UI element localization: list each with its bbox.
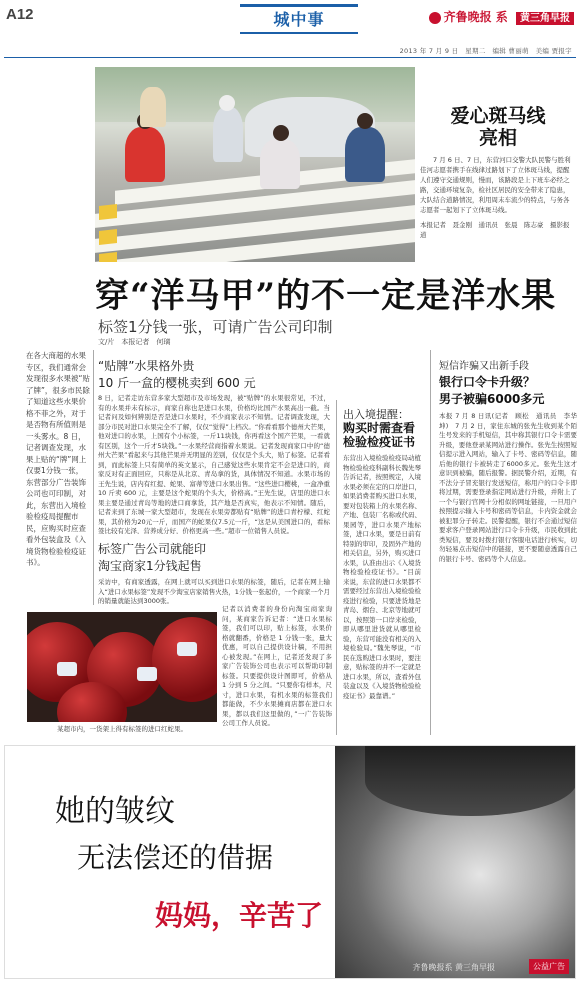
section2-title: 标签广告公司就能印 xyxy=(98,542,207,556)
lead-paragraph: 在各大商超的水果专区，我们通常会发现很多水果被“贴了牌”，很多市民除了知道这些水果价格不菲之外，对于是否物有所值则是一头雾水。8 日，记者调查发现，水果上贴的“牌”网上仅要1分钱一张，东营部分广告装饰公司也可印制，对此，东营出入境检验检疫局提醒市民，应购买时应查看外包装盒及《入境货物检验检疫证书》。 xyxy=(26,351,90,567)
section-title: 城中事 xyxy=(273,10,325,29)
headscarf xyxy=(365,746,576,816)
section2-body-continued: 记者以消费者的身份向淘宝商家询问，某商家告诉记者：“进口水果标签，我们可以印，贴上标签，水果价格就翻番，价格是 1 分钱一张，量大优惠，可以自己提供设计稿，不用担心被发现。”在网上，记者还发现了多家广告装饰公司也表示可以帮助印制标签。只要提供设计图即可，价格从 1 分到 5 分之间。“只要你有样本，尺寸，进口水果，有机水果的标签我们都能做，不少水果摊商店都在进口水果，都以我们这里做的，”一广告装饰公司工作人员说。 xyxy=(222,605,332,727)
main-byline: 文/片 本报记者 何璃 xyxy=(98,338,171,346)
section2-subtitle: 淘宝商家1分钱起售 xyxy=(98,559,202,573)
zebra-crossing-photo xyxy=(95,67,415,262)
section1-title: “贴牌”水果格外贵 xyxy=(98,359,195,373)
page-number: A12 xyxy=(6,6,34,23)
ad-label: 公益广告 xyxy=(529,959,569,974)
main-headline: 穿“洋马甲”的不一定是洋水果 xyxy=(95,276,557,316)
right-story-title: 银行口令卡升级？ xyxy=(439,375,536,389)
mid-story-body: 东营出入境检验检疫局动植物检验检疫科副科长魏先琴告诉记者，按照规定，入境水果必须在定的口岸进口，如果消费者购买进口水果，要对包装箱上的水果名称、产地、包装厂名称或代码、果园等，进口水果产地标签，进口水果，要是日前有特别的审印，及固外产地的相关信息，另外，购买进口水果，认准由出示《入境货物检验检疫证书》。“目前来说，东营的进口水果都不需要经过东营出入境检验检疫进行检验，只要进货地是青岛、烟台、北京等地就可以，按照第一口岸来检验，即从哪里进货就从哪里检验，东营可能没有相关的入境检验局。”魏先琴说，“市民在选购进口水果时，要注意，贴标签的并不一定就是进口水果，所以，查看外包装盒以及《入境货物检验检疫证书》最靠谱。” xyxy=(343,454,421,700)
right-story-kicker: 短信诈骗又出新手段 xyxy=(439,361,529,372)
brand-logo-icon xyxy=(429,12,441,24)
photo-story-title: 爱心斑马线 亮相 xyxy=(450,105,546,149)
main-subhead: 标签1分钱一张，可请广告公司印制 xyxy=(98,318,333,336)
mid-story-title: 购买时需查看 xyxy=(343,421,416,435)
ad-sponsor: 齐鲁晚报系 黄三角早报 xyxy=(412,963,495,972)
column-divider xyxy=(336,400,337,735)
apple-photo xyxy=(27,612,217,722)
mid-story-title-line2: 检验检疫证书 xyxy=(343,435,416,449)
section-banner xyxy=(240,4,358,34)
column-divider xyxy=(93,350,94,605)
public-service-ad xyxy=(4,745,576,979)
brand-box: 黄三角早报 xyxy=(516,12,574,25)
dateline: 2013 年 7 月 9 日 星期二 编辑 曹丽萌 美编 贾报宇 xyxy=(399,47,572,55)
photo-story-credit: 本报记者 聂金刚 通讯员 张晨 陈志豪 摄影报道 xyxy=(420,221,570,239)
mid-story-kicker: 出入境提醒： xyxy=(343,408,409,421)
photo-story-body: 7 月 6 日、7 日，东营河口交警大队民警与胜利佳河志愿者携手在线律过路划下了立体斑马线，提醒人们遵守交通规则，慢而，该路段是上下班车必经之路，交通环境复杂，检社区居民的安全带来了隐患，大队结合道路情况，利用周末车流少的特点，与务各志愿者一起划下了立体斑马线。 xyxy=(420,156,571,214)
right-story-subtitle: 男子被骗6000多元 xyxy=(439,392,545,406)
column-divider xyxy=(430,350,431,735)
newspaper-brand xyxy=(429,8,574,25)
brand-suffix: 系 xyxy=(495,10,508,24)
section1-subtitle: 10 斤一盒的樱桃卖到 600 元 xyxy=(98,376,256,390)
header-rule xyxy=(4,57,576,58)
brand-name: 齐鲁晚报 xyxy=(443,10,492,24)
right-story-body: 本报 7 月 8 日讯(记者 顾松 通讯员 李华坤) 7 月 2 日，家住东城的张先生收到某个陌生号发来的手机短信，其中称其银行口令卡需要升级，要他登录某网站进行操作。张先生按照短信提示进入网站，输入了卡号、密码等信息，随后他的银行卡被转走了6000多元。张先生这才意识到被骗，随后报警。据民警介绍，近期，有不法分子冒充银行发送短信，称用户的口令卡即将过期，需要登录指定网站进行升级，并附上了一个与银行官网十分相似的网址链接，一旦用户按照提示输入卡号和密码等信息，卡内资金就会被犯罪分子转走。民警提醒，银行不会通过短信要求客户登录网站进行口令卡升级，市民收到此类短信，要及时拨打银行客服电话进行核实，切勿轻易点击短信中的链接，更不要随意透露自己的银行卡号、密码等个人信息。 xyxy=(439,412,577,563)
page-header xyxy=(0,0,580,58)
apple-photo-caption: 某超市内，一货架上得有标签的进口红蛇果。 xyxy=(57,725,187,733)
section2-body: 采访中，有商家透露，在网上就可以买到进口水果的标签，随后，记者在网上输入“进口水果标签”发现不少淘宝店家销售火热，1分钱一张起价，一个商家一个月的销量就能达到3000张。 xyxy=(98,578,330,605)
section1-body: 8 日，记者走访东营多家大型超市及市场发现，被“贴牌”的水果很常见，不过，有的水果并未有标示，商家自称也是进口水果，价格均比国产水果高出一截。当记者问及如何辨别是否是进口水果时，不少商家表示不知情。记者调查发现，大部分市民对进口水果完全不了解，仅仅“觉得”上档次。“你看看那个德州大芒果，他对进口的水果，上国有个小标签，一斤11块钱，你再看这个国产芒果，一看就有区别，这个一斤才5块钱。”一水果经营商指着水果说。记者发现商家口中的“德州大芒果”看起来与其他芒果并无明显的差别，仅仅是个头大，贴了标签。记者看到，而此标签上只有简单的英文显示，自己感觉这些水果肯定不会是进口的，商家反对有正面回应，只称是从北京、青岛拿的货，具体情况不知道。水果市场的王先生说，店内有红提、蛇果、富蒂等进口水果出售。“这些进口樱桃，一盒净重 10 斤卖 600 元，主要是这个蛇果的个头大，价格高。”王先生说，店里的进口水果主要是通过青岛等地的进口商拿货，其产地是否真实，他表示不知情。随后，记者来到了东城一家大型超市，发现在水果旁都贴有“贴牌”的进口青柠檬、红蛇果，其价格为20元一斤，而国产的蛇果仅7.5元一斤，“这是从美国进口的，看标签比较有光泽，营养成分好，价格更高一些。”超市一位销售人员说。 xyxy=(98,394,330,534)
ad-line1: 她的皱纹 xyxy=(55,794,175,829)
ad-slogan: 妈妈，辛苦了 xyxy=(155,899,324,932)
ad-line2: 无法偿还的借据 xyxy=(77,841,274,874)
